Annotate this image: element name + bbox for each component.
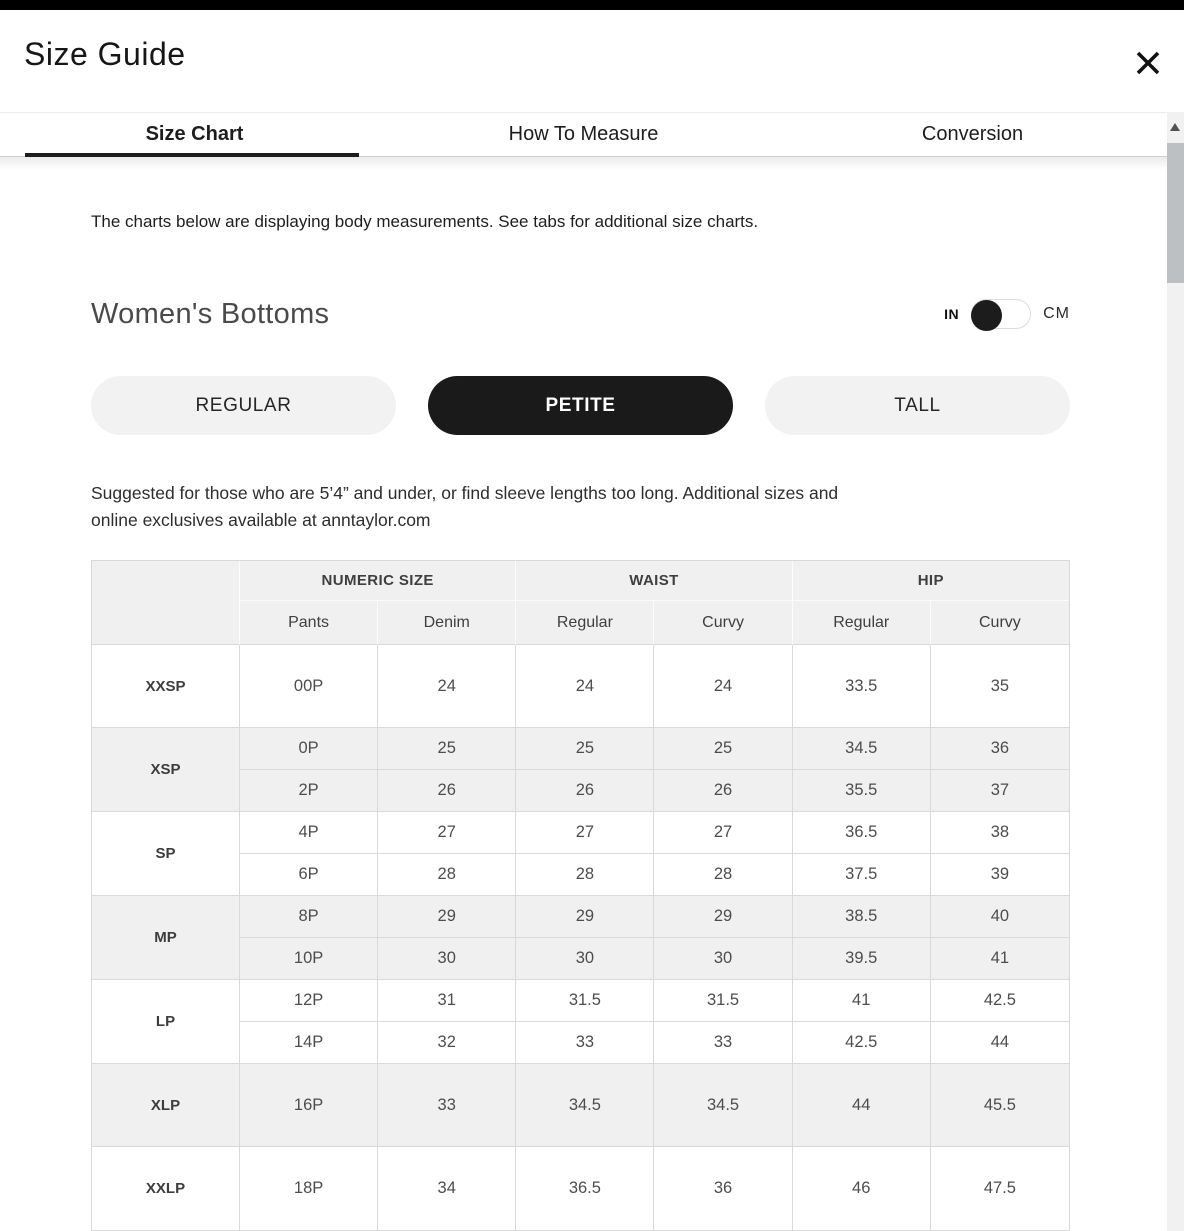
table-row [92, 980, 1069, 1022]
size-value-cell: 31 [378, 980, 516, 1022]
column-sub-header: Curvy [931, 601, 1069, 645]
petite-note-line2: online exclusives available at anntaylor.com [91, 510, 431, 530]
column-sub-header: Curvy [654, 601, 792, 645]
fit-option-tall[interactable]: TALL [765, 376, 1070, 435]
size-value-cell: 34.5 [516, 1064, 654, 1147]
size-value-cell: 47.5 [983, 1179, 1016, 1197]
petite-note [91, 480, 1070, 534]
column-group-header: NUMERIC SIZE [240, 561, 516, 601]
unit-in-label: IN [944, 306, 960, 322]
size-value-cell: 28 [378, 854, 516, 896]
size-value-cell: 36 [931, 728, 1069, 770]
size-value-cell: 12P [240, 980, 378, 1022]
size-value-cell: 34.5 [793, 728, 931, 770]
size-value-cell: 4P [240, 812, 378, 854]
fit-option-regular[interactable]: REGULAR [91, 376, 396, 435]
size-value-cell: 30 [654, 938, 792, 980]
column-sub-header: Regular [516, 601, 654, 645]
tab-bar [0, 112, 1167, 157]
table-row [92, 645, 1069, 728]
column-sub-header: Pants [240, 601, 378, 645]
column-sub-header: Denim [378, 601, 516, 645]
size-value-cell: 24 [516, 645, 654, 728]
size-value-cell: 27 [378, 812, 516, 854]
size-value-cell: 40 [931, 896, 1069, 938]
size-value-cell: 41 [931, 938, 1069, 980]
tab-size-chart[interactable] [0, 113, 389, 156]
fit-option-petite[interactable]: PETITE [428, 376, 733, 435]
size-value-cell: 44 [931, 1022, 1069, 1064]
size-label-cell: XLP [92, 1064, 240, 1147]
unit-switch[interactable] [971, 299, 1031, 329]
size-value-cell: 41 [793, 980, 931, 1022]
column-group-header: HIP [793, 561, 1069, 601]
size-value-cell: 39.5 [793, 938, 931, 980]
size-value-cell: 34.5 [654, 1064, 792, 1147]
size-value-cell: 6P [240, 854, 378, 896]
size-table-head [92, 561, 1069, 645]
size-value-cell: 42.5 [793, 1022, 931, 1064]
size-label-cell: XXSP [92, 645, 240, 728]
size-value-cell: 26 [378, 770, 516, 812]
close-icon [1133, 48, 1163, 81]
size-value-cell: 25 [378, 728, 516, 770]
scrollbar[interactable] [1167, 112, 1184, 1231]
size-value-cell: 10P [240, 938, 378, 980]
size-value-cell: 42.5 [931, 980, 1069, 1022]
unit-cm-label: CM [1043, 305, 1070, 322]
size-label-cell: SP [92, 812, 240, 896]
size-value-cell: 8P [240, 896, 378, 938]
size-value-cell: 36.5 [793, 812, 931, 854]
modal-title: Size Guide [24, 36, 186, 72]
size-value-cell: 26 [654, 770, 792, 812]
size-value-cell: 29 [516, 896, 654, 938]
tab-label: Conversion [921, 123, 1024, 145]
size-value-cell: 00P [240, 645, 378, 728]
size-value-cell: 28 [654, 854, 792, 896]
size-value-cell: 30 [516, 938, 654, 980]
table-corner-cell [92, 561, 240, 645]
section-title: Women's Bottoms [91, 297, 330, 330]
size-value-cell: 45.5 [931, 1064, 1069, 1147]
size-table-body [92, 645, 1069, 1230]
size-value-cell: 35.5 [793, 770, 931, 812]
size-value-cell: 46 [793, 1147, 931, 1230]
tab-how-to-measure[interactable] [389, 113, 778, 156]
column-sub-header: Regular [793, 601, 931, 645]
size-value-cell: 29 [378, 896, 516, 938]
size-label-cell: MP [92, 896, 240, 980]
table-row [92, 1147, 1069, 1230]
modal-header [0, 10, 1184, 112]
close-button[interactable] [1126, 42, 1170, 86]
size-value-cell: 38.5 [793, 896, 931, 938]
table-row [92, 1064, 1069, 1147]
size-value-cell: 39 [931, 854, 1069, 896]
size-value-cell: 44 [793, 1064, 931, 1147]
scrollbar-thumb[interactable] [1167, 143, 1184, 283]
size-value-cell: 29 [654, 896, 792, 938]
size-value-cell: 16P [240, 1064, 378, 1147]
scrollbar-up-arrow-icon[interactable] [1170, 123, 1180, 131]
size-label-cell: XXLP [92, 1147, 240, 1230]
modal-body [0, 157, 1167, 1231]
size-value-cell: 37.5 [793, 854, 931, 896]
tab-label: How To Measure [508, 123, 659, 145]
size-value-cell: 2P [240, 770, 378, 812]
size-value-cell: 31.5 [654, 980, 792, 1022]
size-label-cell: XSP [92, 728, 240, 812]
size-value-cell: 36.5 [516, 1147, 654, 1230]
size-value-cell: 25 [654, 728, 792, 770]
size-value-cell: 33 [654, 1022, 792, 1064]
size-value-cell: 38 [931, 812, 1069, 854]
size-table [91, 560, 1070, 1231]
table-row [92, 728, 1069, 770]
table-row [92, 812, 1069, 854]
column-group-header: WAIST [516, 561, 792, 601]
size-value-cell: 33 [378, 1064, 516, 1147]
unit-toggle [944, 299, 1070, 329]
size-value-cell: 31.5 [516, 980, 654, 1022]
size-value-cell: 24 [378, 645, 516, 728]
tab-label: Size Chart [145, 123, 244, 145]
size-value-cell: 30 [378, 938, 516, 980]
size-value-cell: 27 [516, 812, 654, 854]
size-value-cell: 37 [931, 770, 1069, 812]
size-label-cell: LP [92, 980, 240, 1064]
intro-text: The charts below are displaying body measurements. See tabs for additional size charts. [91, 212, 759, 231]
unit-switch-knob[interactable] [971, 300, 1002, 331]
size-value-cell: 32 [378, 1022, 516, 1064]
size-value-cell: 18P [240, 1147, 378, 1230]
size-value-cell: 14P [240, 1022, 378, 1064]
size-value-cell: 35 [931, 645, 1069, 728]
size-value-cell: 27 [654, 812, 792, 854]
size-value-cell: 26 [516, 770, 654, 812]
size-value-cell: 33 [516, 1022, 654, 1064]
size-value-cell: 34 [378, 1147, 516, 1230]
page-top-strip [0, 0, 1184, 10]
petite-note-line1: Suggested for those who are 5’4” and under, or find sleeve lengths too long. Additional sizes and [91, 483, 839, 503]
size-value-cell: 0P [240, 728, 378, 770]
size-value-cell: 36 [654, 1147, 792, 1230]
tab-conversion[interactable] [778, 113, 1167, 156]
fit-selector [91, 376, 1070, 435]
table-row [92, 896, 1069, 938]
size-value-cell: 28 [516, 854, 654, 896]
size-value-cell: 24 [654, 645, 792, 728]
tabbar-shadow [0, 157, 1167, 170]
size-value-cell: 33.5 [793, 645, 931, 728]
size-value-cell: 25 [516, 728, 654, 770]
